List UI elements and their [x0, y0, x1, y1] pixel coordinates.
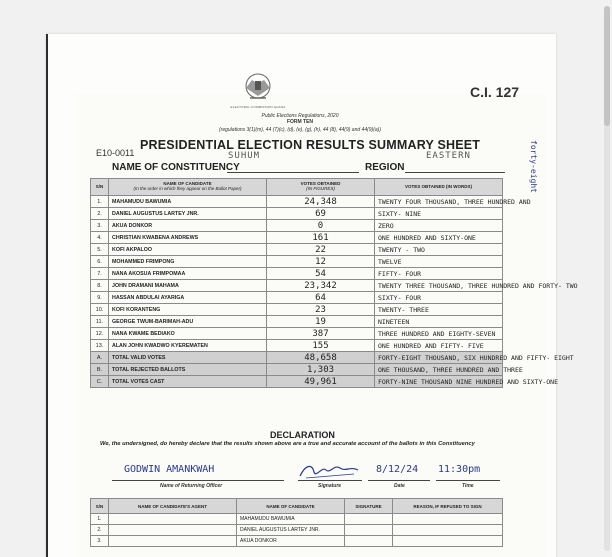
- votes-figures: 23,342: [267, 280, 375, 292]
- agent-name: [109, 536, 237, 547]
- ci-code: C.I. 127: [470, 84, 520, 100]
- time-line: [436, 480, 500, 481]
- row-sn: A.: [91, 352, 109, 364]
- table-row: [91, 328, 503, 340]
- results-header-row: [91, 179, 503, 196]
- table-row: [91, 220, 503, 232]
- time-value: 11:30pm: [438, 464, 481, 475]
- col-agent-signature: SIGNATURE: [345, 499, 393, 514]
- candidate-name: ALAN JOHN KWADWO KYEREMATEN: [109, 340, 267, 352]
- agent-row-sn: 2.: [91, 525, 109, 536]
- row-sn: 2.: [91, 208, 109, 220]
- votes-words: FIFTY- FOUR: [375, 268, 503, 280]
- candidate-name: CHRISTIAN KWABENA ANDREWS: [109, 232, 267, 244]
- col-figures-label: VOTES OBTAINED: [300, 181, 341, 187]
- constituency-line: [227, 172, 359, 173]
- candidate-name: MAHAMUDU BAWUMIA: [109, 196, 267, 208]
- votes-figures: 12: [267, 256, 375, 268]
- row-sn: 8.: [91, 280, 109, 292]
- constituency-value: SUHUM: [228, 151, 261, 161]
- declaration-text: We, the undersigned, do hereby declare that the results shown above are a true and accurate account of the ballots in this Constituency: [100, 441, 475, 447]
- row-sn: 4.: [91, 232, 109, 244]
- total-row: [91, 364, 503, 376]
- candidate-name: HASSAN ABDULAI AYARIGA: [109, 292, 267, 304]
- row-sn: 9.: [91, 292, 109, 304]
- agent-signature: [345, 514, 393, 525]
- region-line: [405, 172, 505, 173]
- page-title: PRESIDENTIAL ELECTION RESULTS SUMMARY SHEET: [140, 138, 481, 152]
- total-figures: 49,961: [267, 376, 375, 388]
- table-row: [91, 232, 503, 244]
- region-value: EASTERN: [426, 151, 471, 161]
- col-figures-sub: (IN FIGURES): [306, 186, 335, 191]
- table-row: [91, 316, 503, 328]
- candidate-name: JOHN DRAMANI MAHAMA: [109, 280, 267, 292]
- date-label: Date: [394, 483, 405, 489]
- votes-words: TWENTY- THREE: [375, 304, 503, 316]
- candidate-name: KOFI KORANTENG: [109, 304, 267, 316]
- agents-header-row: [91, 499, 503, 514]
- agent-signature: [345, 525, 393, 536]
- col-candidate-label: NAME OF CANDIDATE: [163, 181, 212, 187]
- total-words: ONE THOUSAND, THREE HUNDRED AND THREE: [375, 364, 503, 376]
- table-row: [91, 304, 503, 316]
- votes-words: TWENTY - TWO: [375, 244, 503, 256]
- total-label: TOTAL VALID VOTES: [109, 352, 267, 364]
- votes-figures: 155: [267, 340, 375, 352]
- commission-name: ELECTORAL COMMISSION GHANA: [230, 105, 286, 109]
- votes-figures: 23: [267, 304, 375, 316]
- votes-figures: 54: [267, 268, 375, 280]
- agent-name: [109, 514, 237, 525]
- total-row: [91, 376, 503, 388]
- candidate-name: DANIEL AUGUSTUS LARTEY JNR.: [109, 208, 267, 220]
- table-row: [91, 525, 503, 536]
- votes-figures: 64: [267, 292, 375, 304]
- total-label: TOTAL VOTES CAST: [109, 376, 267, 388]
- table-row: [91, 208, 503, 220]
- row-sn: 10.: [91, 304, 109, 316]
- vertical-scrollbar[interactable]: [604, 6, 610, 551]
- row-sn: 1.: [91, 196, 109, 208]
- col-agent-candidate: NAME OF CANDIDATE: [237, 499, 345, 514]
- col-words: VOTES OBTAINED (IN WORDS): [375, 179, 503, 196]
- table-row: [91, 292, 503, 304]
- row-sn: 11.: [91, 316, 109, 328]
- col-candidate-sub: (In the order in which they appear on the Ballot Paper): [133, 186, 242, 191]
- votes-words: THREE HUNDRED AND EIGHTY-SEVEN: [375, 328, 503, 340]
- candidate-name: NANA AKOSUA FRIMPOMAA: [109, 268, 267, 280]
- table-row: [91, 280, 503, 292]
- votes-words: TWELVE: [375, 256, 503, 268]
- row-sn: C.: [91, 376, 109, 388]
- row-sn: 13.: [91, 340, 109, 352]
- table-row: [91, 244, 503, 256]
- votes-figures: 0: [267, 220, 375, 232]
- agent-candidate: DANIEL AUGUSTUS LARTEY JNR.: [237, 525, 345, 536]
- candidate-name: NANA KWAME BEDIAKO: [109, 328, 267, 340]
- declaration-title: DECLARATION: [270, 430, 335, 440]
- agent-row-sn: 3.: [91, 536, 109, 547]
- agent-signature: [345, 536, 393, 547]
- signature-label: Signature: [318, 483, 342, 489]
- votes-figures: 24,348: [267, 196, 375, 208]
- date-value: 8/12/24: [376, 464, 419, 475]
- agent-reason: [393, 514, 503, 525]
- col-figures: [267, 179, 375, 196]
- votes-words: TWENTY FOUR THOUSAND, THREE HUNDRED AND: [375, 196, 503, 208]
- agent-reason: [393, 536, 503, 547]
- coat-of-arms-icon: [238, 66, 278, 106]
- total-label: TOTAL REJECTED BALLOTS: [109, 364, 267, 376]
- row-sn: 3.: [91, 220, 109, 232]
- col-sn: S/N: [91, 179, 109, 196]
- col-candidate: [109, 179, 267, 196]
- col-agent-name: NAME OF CANDIDATE'S AGENT: [109, 499, 237, 514]
- votes-words: SIXTY- NINE: [375, 208, 503, 220]
- region-label: REGION: [365, 162, 405, 173]
- row-sn: B.: [91, 364, 109, 376]
- row-sn: 7.: [91, 268, 109, 280]
- table-row: [91, 268, 503, 280]
- officer-name: GODWIN AMANKWAH: [124, 464, 215, 475]
- agent-candidate: AKUA DONKOR: [237, 536, 345, 547]
- row-sn: 12.: [91, 328, 109, 340]
- agents-table: [90, 498, 503, 547]
- total-figures: 1,303: [267, 364, 375, 376]
- date-line: [368, 480, 430, 481]
- officer-label: Name of Returning Officer: [160, 483, 223, 489]
- regulations-detail: (regulations 3(1)(m), 44 (7)(c), (d), (e), (g), (h), 44 (8), 44(9) and 44(9)(a)): [219, 127, 381, 133]
- results-table: [90, 178, 578, 388]
- candidate-name: KOFI AKPALOO: [109, 244, 267, 256]
- total-words: FORTY-EIGHT THOUSAND, SIX HUNDRED AND FIFTY- EIGHT: [375, 352, 503, 364]
- table-row: [91, 340, 503, 352]
- row-sn: 5.: [91, 244, 109, 256]
- officer-line: [112, 480, 284, 481]
- col-agent-sn: S/N: [91, 499, 109, 514]
- margin-note: forty-eight: [529, 140, 538, 193]
- total-words: FORTY-NINE THOUSAND NINE HUNDRED AND SIXTY-ONE: [375, 376, 503, 388]
- votes-figures: 19: [267, 316, 375, 328]
- agent-row-sn: 1.: [91, 514, 109, 525]
- signature-image: [296, 460, 366, 482]
- votes-figures: 22: [267, 244, 375, 256]
- votes-words: ONE HUNDRED AND SIXTY-ONE: [375, 232, 503, 244]
- votes-figures: 161: [267, 232, 375, 244]
- time-label: Time: [462, 483, 474, 489]
- table-row: [91, 514, 503, 525]
- votes-words: ZERO: [375, 220, 503, 232]
- signature-line: [298, 480, 362, 481]
- constituency-label: NAME OF CONSTITUENCY: [112, 162, 240, 173]
- form-number: FORM TEN: [286, 119, 314, 125]
- votes-figures: 69: [267, 208, 375, 220]
- agent-name: [109, 525, 237, 536]
- row-sn: 6.: [91, 256, 109, 268]
- table-row: [91, 196, 503, 208]
- votes-words: ONE HUNDRED AND FIFTY- FIVE: [375, 340, 503, 352]
- scrollbar-thumb[interactable]: [604, 6, 610, 126]
- agent-candidate: MAHAMUDU BAWUMIA: [237, 514, 345, 525]
- votes-words: TWENTY THREE THOUSAND, THREE HUNDRED AND FORTY- TWO: [375, 280, 503, 292]
- agent-reason: [393, 525, 503, 536]
- total-figures: 48,658: [267, 352, 375, 364]
- table-row: [91, 256, 503, 268]
- candidate-name: AKUA DONKOR: [109, 220, 267, 232]
- col-agent-reason: REASON, IF REFUSED TO SIGN: [393, 499, 503, 514]
- candidate-name: GEORGE TWUM-BARIMAH-ADU: [109, 316, 267, 328]
- total-row: [91, 352, 503, 364]
- regulations-title: Public Elections Regulations, 2020: [261, 113, 339, 119]
- votes-figures: 387: [267, 328, 375, 340]
- votes-words: SIXTY- FOUR: [375, 292, 503, 304]
- form-code: E10-0011: [96, 148, 135, 158]
- table-row: [91, 536, 503, 547]
- votes-words: NINETEEN: [375, 316, 503, 328]
- candidate-name: MOHAMMED FRIMPONG: [109, 256, 267, 268]
